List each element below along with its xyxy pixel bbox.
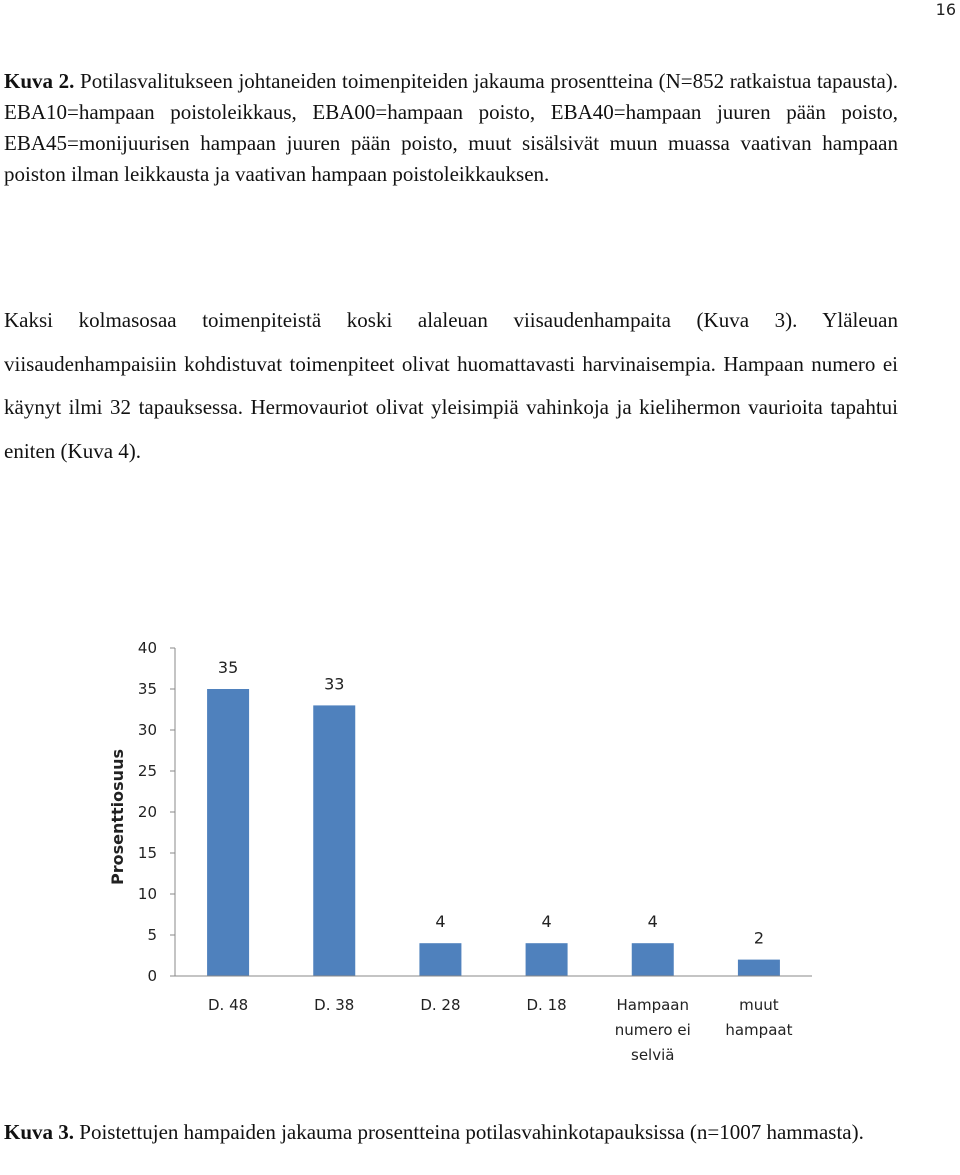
y-tick-label: 10 <box>137 885 157 903</box>
page-number: 16 <box>935 0 956 19</box>
bar <box>526 943 568 976</box>
y-tick-label: 15 <box>137 844 157 862</box>
bar <box>738 960 780 976</box>
x-tick-label: hampaat <box>725 1021 793 1039</box>
x-tick-label: muut <box>739 996 779 1014</box>
bar <box>207 689 249 976</box>
y-tick-label: 35 <box>137 680 157 698</box>
caption-text: Potilasvalitukseen johtaneiden toimenpiteiden jakauma prosentteina (N=852 ratkaistua tapausta). EBA10=hampaan poistoleikkaus, EBA00=hampaan poisto, EBA40=hampaan juuren pään poisto, EBA45=monijuurisen hampaan juuren pään poisto, muut sisälsivät muun muassa vaativan hampaan poiston ilman leikkausta ja vaativan hampaan poistoleikkauksen. <box>4 69 899 186</box>
y-tick-label: 30 <box>137 721 157 739</box>
x-tick-label: D. 18 <box>526 996 567 1014</box>
y-tick-label: 40 <box>137 639 157 657</box>
bar <box>313 705 355 976</box>
bar <box>632 943 674 976</box>
x-tick-label: Hampaan <box>616 996 689 1014</box>
x-tick-label: numero ei <box>614 1021 691 1039</box>
data-label: 2 <box>753 928 765 948</box>
x-tick-label: D. 28 <box>420 996 461 1014</box>
data-label: 4 <box>647 912 658 932</box>
caption-label: Kuva 2. <box>4 69 75 93</box>
data-label: 4 <box>435 912 446 932</box>
y-tick-label: 25 <box>137 762 157 780</box>
x-tick-label: selviä <box>631 1046 675 1064</box>
x-tick-label: D. 38 <box>314 996 355 1014</box>
data-label: 33 <box>324 674 345 694</box>
caption-label: Kuva 3. <box>4 1120 75 1144</box>
y-tick-label: 5 <box>147 926 157 944</box>
y-tick-label: 0 <box>147 967 157 985</box>
y-tick-label: 20 <box>137 803 157 821</box>
y-axis-label: Prosenttiosuus <box>108 749 127 885</box>
figure-caption-3 <box>4 1118 898 1147</box>
data-label: 35 <box>217 658 239 677</box>
caption-text: Poistettujen hampaiden jakauma prosentteina potilasvahinkotapauksissa (n=1007 hammasta). <box>79 1120 864 1144</box>
bar <box>419 943 461 976</box>
bar-chart <box>0 620 960 1080</box>
data-label: 4 <box>541 912 552 932</box>
figure-caption-2 <box>4 66 898 190</box>
body-paragraph: Kaksi kolmasosaa toimenpiteistä koski alaleuan viisaudenhampaita (Kuva 3). Yläleuan viisaudenhampaisiin kohdistuvat toimenpiteet olivat huomattavasti harvinaisempia. Hampaan numero ei käynyt ilmi 32 tapauksessa. Hermovauriot olivat yleisimpiä vahinkoja ja kielihermon vaurioita tapahtui eniten (Kuva 4). <box>4 308 898 463</box>
x-tick-label: D. 48 <box>207 996 249 1014</box>
